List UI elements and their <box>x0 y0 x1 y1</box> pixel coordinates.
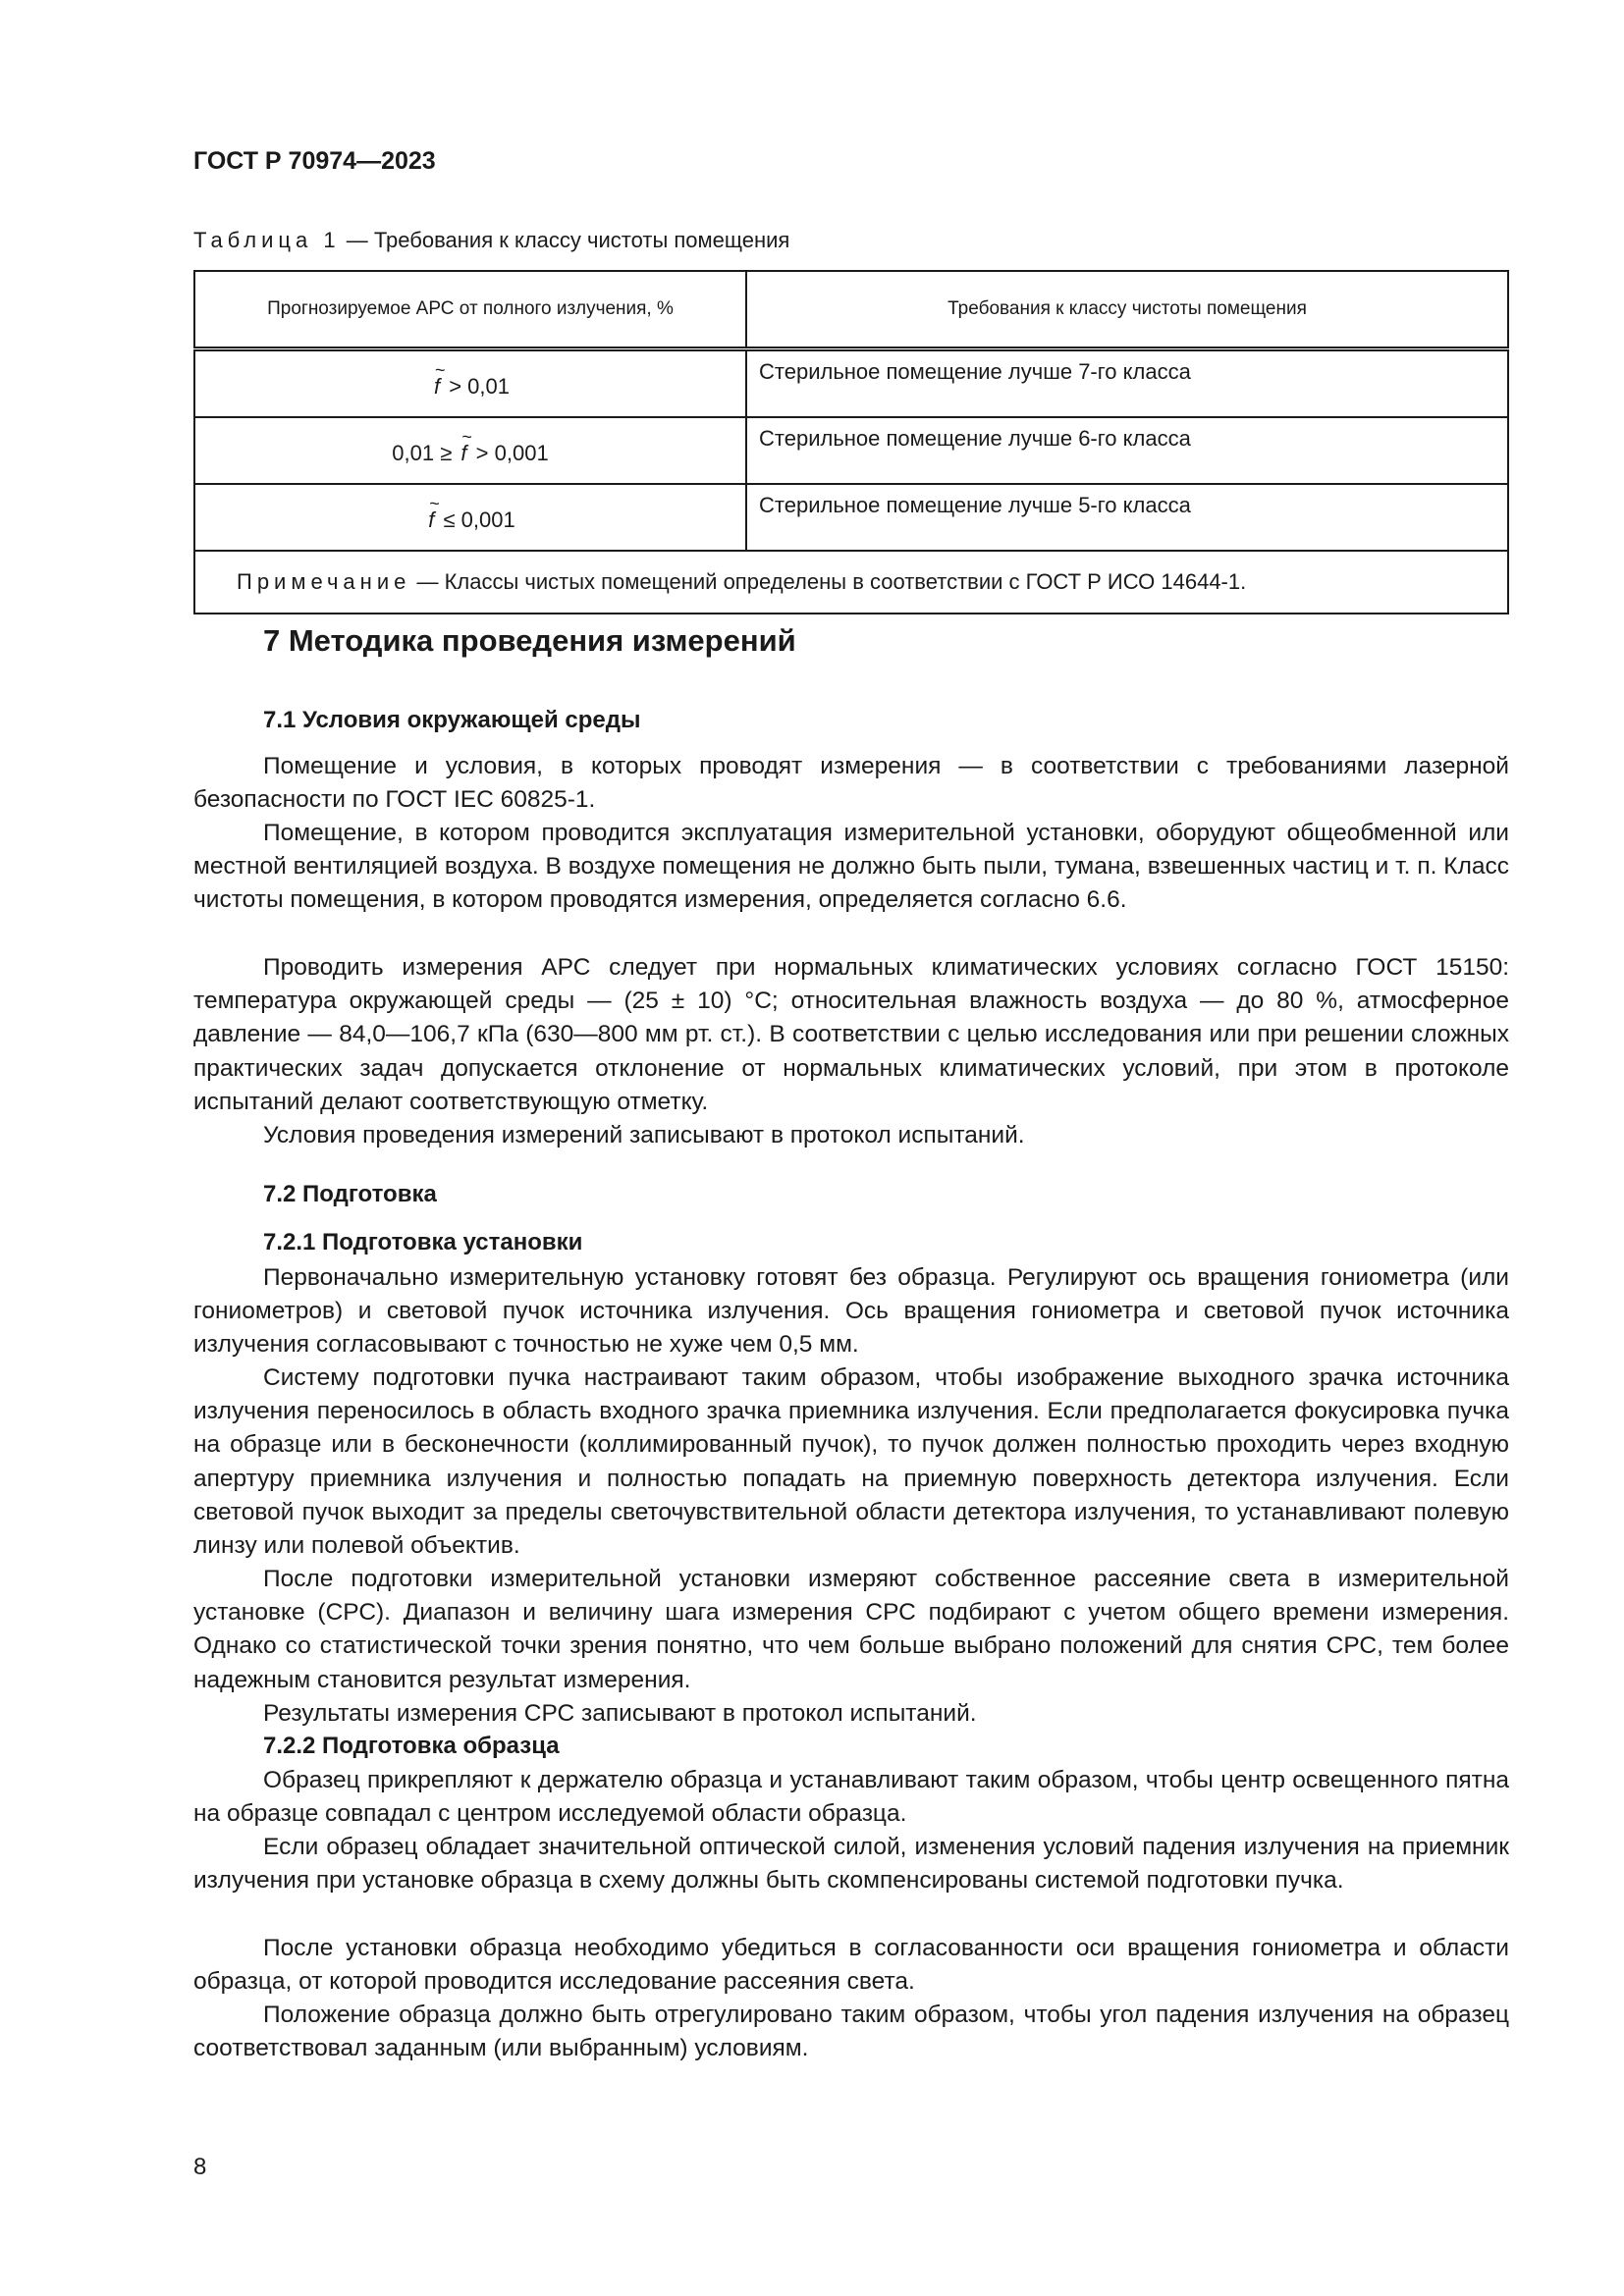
document-header: ГОСТ Р 70974—2023 <box>193 147 436 175</box>
table-note <box>194 551 1508 614</box>
paragraph: Первоначально измерительную установку готовят без образца. Регулируют ось вращения гониометра (или гониометров) и световой пучок источника излучения. Ось вращения гониометра и световой пучок источника излучения согласовывают с точностью не хуже чем 0,5 мм. <box>193 1264 1509 1359</box>
subsection-7-2-title: 7.2 Подготовка <box>263 1181 437 1207</box>
paragraph: Положение образца должно быть отрегулировано таким образом, чтобы угол падения излучения на образец соответствовал заданным (или выбранным) условиям. <box>193 2002 1509 2062</box>
condition-suffix: > 0,01 <box>443 374 510 399</box>
f-tilde-symbol: ~ f <box>425 507 437 533</box>
condition-prefix: 0,01 ≥ <box>392 441 459 465</box>
page-number: 8 <box>193 2154 207 2180</box>
condition-suffix: ≤ 0,001 <box>437 507 515 532</box>
table-caption-label: Таблица 1 <box>193 228 341 252</box>
paragraph: Результаты измерения СРС записывают в протокол испытаний. <box>263 1700 977 1727</box>
requirements-table <box>193 270 1509 614</box>
requirement-cell: Стерильное помещение лучше 5-го класса <box>746 484 1508 551</box>
paragraph: После подготовки измерительной установки измеряют собственное рассеяние света в измерительной установке (СРС). Диапазон и величину шага измерения СРС подбирают с учетом общего времени измерения. Однако со статистической точки зрения понятно, что чем больше выбрано положений для снятия СРС, тем более надежным становится результат измерения. <box>193 1566 1509 1693</box>
paragraph: Образец прикрепляют к держателю образца и устанавливают таким образом, чтобы центр освещенного пятна на образце совпадал с центром исследуемой области образца. <box>193 1767 1509 1828</box>
paragraph: Помещение, в котором проводится эксплуатация измерительной установки, оборудуют общеобменной или местной вентиляцией воздуха. В воздухе помещения не должно быть пыли, тумана, взвешенных частиц и т. п. Класс чистоты помещения, в котором проводятся измерения, определяется согласно 6.6. <box>193 820 1509 914</box>
paragraph: Систему подготовки пучка настраивают таким образом, чтобы изображение выходного зрачка источника излучения переносилось в область входного зрачка приемника излучения. Если предполагается фокусировка пучка на образце или в бесконечности (коллимированный пучок), то пучок должен полностью проходить через входную апертуру приемника излучения и полностью попадать на приемную поверхность детектора излучения. Если световой пучок выходит за пределы светочувствительной области детектора излучения, то устанавливают полевую линзу или полевой объектив. <box>193 1364 1509 1560</box>
f-tilde-symbol: ~ f <box>431 374 443 400</box>
paragraph: Если образец обладает значительной оптической силой, изменения условий падения излучения на приемник излучения при установке образца в схему должны быть скомпенсированы системой подготовки пучка. <box>193 1834 1509 1895</box>
table-row <box>194 349 1508 418</box>
table-caption <box>193 228 789 253</box>
note-text: — Классы чистых помещений определены в соответствии с ГОСТ Р ИСО 14644-1. <box>410 569 1247 594</box>
table-caption-text: — Требования к классу чистоты помещения <box>340 228 790 252</box>
paragraph: Условия проведения измерений записывают в протокол испытаний. <box>263 1122 1025 1148</box>
table-row <box>194 417 1508 484</box>
note-label: Примечание <box>237 569 411 594</box>
table-note-row <box>194 551 1508 614</box>
condition-cell <box>194 417 746 484</box>
section-7-title: 7 Методика проведения измерений <box>263 623 796 658</box>
column-header-requirement: Требования к классу чистоты помещения <box>746 271 1508 349</box>
requirement-cell: Стерильное помещение лучше 6-го класса <box>746 417 1508 484</box>
subsection-7-1-title: 7.1 Условия окружающей среды <box>263 707 641 733</box>
table-row <box>194 484 1508 551</box>
subsection-7-2-1-title: 7.2.1 Подготовка установки <box>263 1229 583 1255</box>
table-header-row <box>194 271 1508 349</box>
f-tilde-symbol: ~ f <box>458 441 469 466</box>
paragraph: После установки образца необходимо убедиться в согласованности оси вращения гониометра и области образца, от которой проводится исследование рассеяния света. <box>193 1935 1509 1996</box>
subsection-7-2-2-title: 7.2.2 Подготовка образца <box>263 1733 560 1759</box>
condition-cell <box>194 349 746 418</box>
condition-suffix: > 0,001 <box>469 441 549 465</box>
column-header-prognosis: Прогнозируемое АРС от полного излучения, % <box>194 271 746 349</box>
condition-cell <box>194 484 746 551</box>
requirement-cell: Стерильное помещение лучше 7-го класса <box>746 349 1508 418</box>
paragraph: Помещение и условия, в которых проводят измерения — в соответствии с требованиями лазерной безопасности по ГОСТ IEC 60825-1. <box>193 753 1509 814</box>
paragraph: Проводить измерения АРС следует при нормальных климатических условиях согласно ГОСТ 15150: температура окружающей среды — (25 ± 10) °С; относительная влажность воздуха — до 80 %, атмосферное давление — 84,0—106,7 кПа (630—800 мм рт. ст.). В соответствии с целью исследования или при решении сложных практических задач допускается отклонение от нормальных климатических условий, при этом в протоколе испытаний делают соответствующую отметку. <box>193 954 1509 1115</box>
